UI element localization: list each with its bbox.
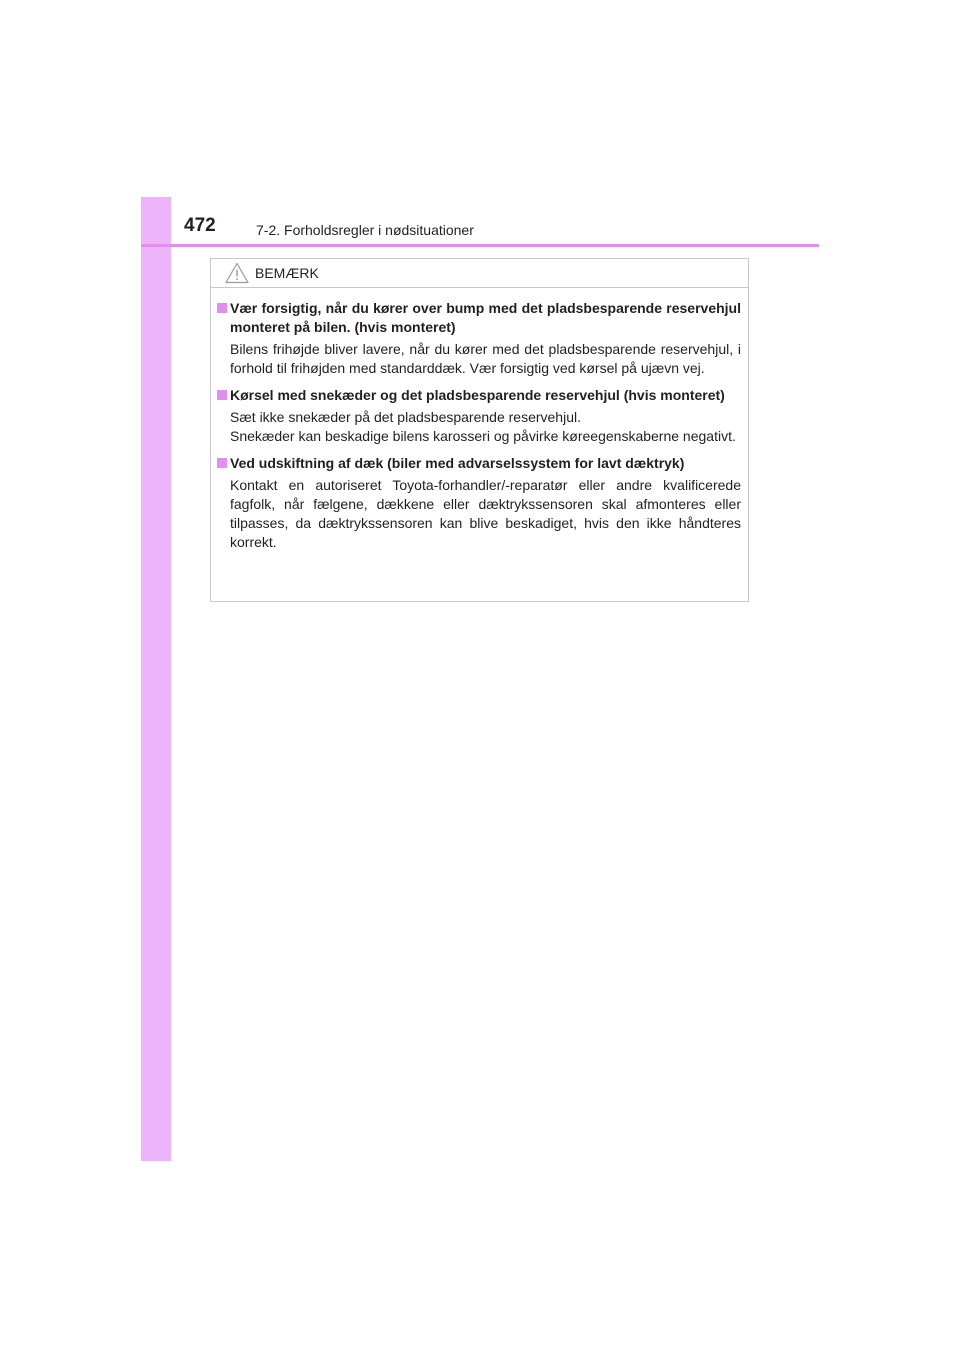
notice-item-title-text: Vær forsigtig, når du kører over bump med det pladsbesparende reservehjul monteret på bilen. (hvis monteret) [230,300,741,335]
notice-item [217,299,741,378]
square-bullet-icon [217,303,227,313]
notice-item-text: Bilens frihøjde bliver lavere, når du kører med det pladsbesparende reservehjul, i forhold til frihøjden med standarddæk. Vær forsigtig ved kørsel på ujævn vej. [230,341,741,376]
warning-triangle-icon [225,262,249,284]
notice-item [217,454,741,552]
notice-box [210,258,749,602]
notice-item-text [217,408,741,446]
notice-item-title [217,299,741,337]
page-header [171,197,819,245]
section-title: 7-2. Forholdsregler i nødsituationer [256,222,474,238]
notice-item-title [217,454,741,473]
notice-item-title [217,386,741,405]
header-rule [141,244,819,247]
chapter-side-strip [141,197,171,1161]
notice-header [225,259,319,287]
notice-item-text-line: Sæt ikke snekæder på det pladsbesparende reservehjul. [230,409,581,425]
notice-body [217,299,741,560]
notice-item-text: Kontakt en autoriseret Toyota-forhandler/-reparatør eller andre kvalificerede fagfolk, når fælgene, dækkene eller dæktrykssensoren skal afmonteres eller tilpasses, da dæktrykssensoren kan blive beskadiget, hvis den ikke håndteres korrekt. [230,477,741,550]
notice-item [217,386,741,446]
notice-label: BEMÆRK [255,265,319,281]
notice-header-rule [211,287,748,288]
notice-item-title-text: Ved udskiftning af dæk (biler med advarselssystem for lavt dæktryk) [230,455,685,471]
notice-item-text-line: Snekæder kan beskadige bilens karosseri og påvirke køreegenskaberne negativt. [230,428,736,444]
square-bullet-icon [217,390,227,400]
notice-item-title-text: Kørsel med snekæder og det pladsbesparende reservehjul (hvis monteret) [230,387,725,403]
page-number: 472 [184,215,216,236]
square-bullet-icon [217,458,227,468]
